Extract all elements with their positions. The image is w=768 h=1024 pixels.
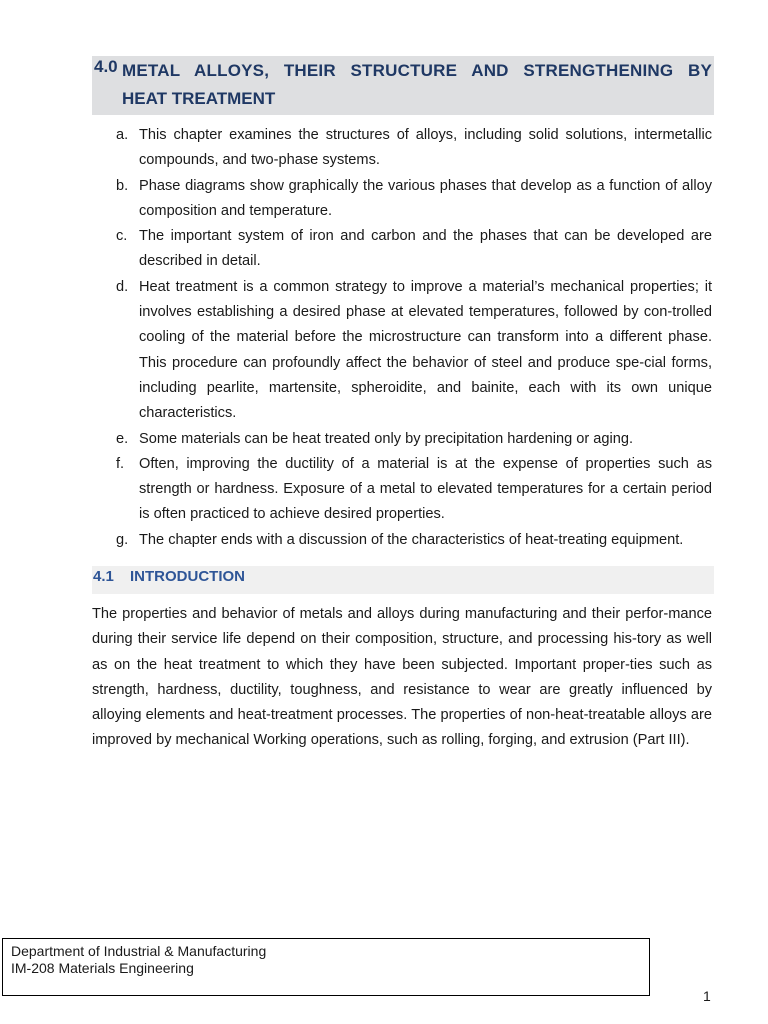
footer-course: IM-208 Materials Engineering [11,960,194,976]
chapter-heading [92,56,714,115]
chapter-objectives-list [92,123,712,553]
list-marker: a. [116,127,129,143]
list-item-text: The important system of iron and carbon and the phases that can be developed are described in detail. [139,228,712,270]
list-item-text: Heat treatment is a common strategy to improve a material’s mechanical properties; it involves establishing a desired phase at elevated temperatures, followed by con-trolled cooling of the material before the microstructure can transform into a different phase. This procedure can profoundly affect the behavior of steel and produce spe-cial forms, including pearlite, martensite, spheroidite, and bainite, each with its own unique characteristics. [139,278,712,422]
section-number: 4.1 [93,568,114,585]
list-item [92,275,712,427]
chapter-title-line-1: METAL ALLOYS, THEIR STRUCTURE AND STRENGTHENING BY [122,61,712,80]
chapter-title [122,57,712,113]
list-item [92,224,712,275]
list-marker: e. [116,430,129,447]
list-item [92,427,712,452]
list-item-text: Some materials can be heat treated only by precipitation hardening or aging. [139,430,634,447]
section-title: INTRODUCTION [130,568,245,585]
footer-box [2,938,650,996]
list-item-text: The chapter ends with a discussion of the characteristics of heat-treating equipment. [139,531,684,548]
list-item-text: This chapter examines the structures of alloys, including solid solutions, intermetallic compounds, and two-phase systems. [139,127,712,169]
list-item-text: Phase diagrams show graphically the various phases that develop as a function of alloy composition and temperature. [139,177,712,219]
list-item [92,174,712,225]
list-marker: d. [116,278,129,295]
page-number: 1 [703,988,711,1004]
list-item [92,528,712,553]
list-marker: b. [116,177,129,194]
footer-department: Department of Industrial & Manufacturing [11,943,267,959]
list-item [92,452,712,528]
chapter-number: 4.0 [94,57,118,76]
section-heading [92,566,714,594]
chapter-title-line-2: HEAT TREATMENT [122,89,276,108]
list-marker: g. [116,531,129,548]
list-item-text: Often, improving the ductility of a material is at the expense of properties such as strength or hardness. Exposure of a metal to elevated temperatures for a certain period is often practiced to achieve desired properties. [139,455,712,523]
intro-paragraph: The properties and behavior of metals and alloys during manufacturing and their perfor-mance during their service life depend on their composition, structure, and processing his-tory as well as on the heat treatment to which they have been subjected. Important proper-ties such as strength, hardness, ductility, toughness, and resistance to wear are greatly influenced by alloying elements and heat-treatment processes. The properties of non-heat-treatable alloys are improved by mechanical Working operations, such as rolling, forging, and extrusion (Part III). [92,606,712,749]
list-item [92,123,712,174]
list-marker: c. [116,228,128,245]
list-marker: f. [116,455,125,472]
